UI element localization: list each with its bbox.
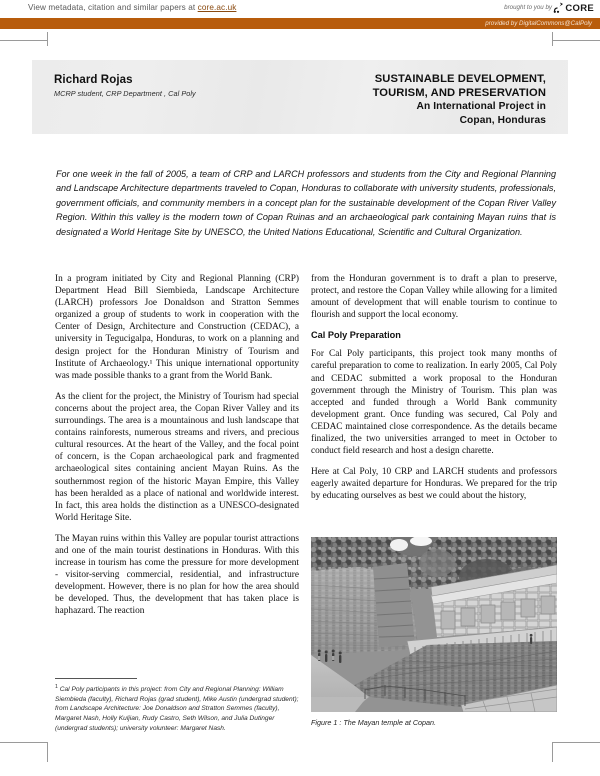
core-logo-icon bbox=[553, 2, 564, 14]
abstract-text: For one week in the fall of 2005, a team of CRP and LARCH professors and students from the City and Regional Planning and Landscape Architecture departments traveled to Copan, Honduras to collaborate with university students, professionals, government officials, and community members in a concept plan for the sustainable development of the Copan River Valley Region. Within this valley is the modern town of Copan Ruinas and an archaeological park containing Mayan ruins that is designated a World Heritage Site by UNESCO, the United Nations Educational, Scientific and Cultural Organization. bbox=[56, 169, 556, 237]
core-banner bbox=[0, 0, 600, 28]
core-brought-to-you-label: brought to you by bbox=[504, 4, 552, 11]
paragraph: As the client for the project, the Ministry of Tourism had special concerns about the project area, the Copan River Valley and its surroundings. The area is a mountainous and lush landscape that contains rainforests, numerous streams and rivers, and precious cultural resources. At the heart of the Valley, and the focal point of concern, is the Copan archaeological park and fragmented archaeological sites containing ancient Mayan Ruins. As the southernmost region of the historic Mayan Empire, this Valley has been heralded as a place of national and worldwide interest. In fact, this area holds the distinction as a UNESCO-designated World Heritage Site. bbox=[55, 391, 299, 523]
paragraph: The Mayan ruins within this Valley are popular tourist attractions and one of the main tourist destinations in Honduras. With this increase in tourism has come the pressure for more development - visitor-serving commercial, residential, and infrastructure development. However, there is no plan for how the area should be developed. Thus, the development that has taken place is haphazard. The reaction bbox=[55, 533, 299, 617]
paragraph: from the Honduran government is to draft a plan to preserve, protect, and restore the Copan Valley while allowing for a limited amount of development that will enable tourism to continue to flourish and support the local economy. bbox=[311, 274, 557, 321]
title-line-4: Copan, Honduras bbox=[459, 114, 546, 126]
figure-caption: Figure 1 : The Mayan temple at Copan. bbox=[311, 718, 437, 727]
footnote-separator bbox=[55, 678, 137, 679]
figure-1 bbox=[311, 537, 557, 727]
page-title bbox=[373, 72, 546, 127]
core-link-url[interactable]: core.ac.uk bbox=[197, 3, 237, 12]
footnote-marker: 1 bbox=[55, 684, 58, 690]
footnote-body: Cal Poly participants in this project: from City and Regional Planning: William Siembieda (faculty), Richard Rojas (grad student), Mike Austin (undergrad student); from Landscape Architecture: Joe Donaldson and Stratton Semmes (faculty), Margaret Nash, Holly Kuljian, Rudy Castro, Seth Wilson, and Julia Dutinger (undergrad students); university volunteer: Margaret Nash. bbox=[55, 686, 299, 732]
body-column-right bbox=[311, 273, 557, 512]
paragraph: Here at Cal Poly, 10 CRP and LARCH students and professors eagerly awaited departure for Honduras. We prepared for the trip by educating ourselves as best we could about the history, bbox=[311, 467, 557, 502]
title-header-box bbox=[32, 60, 568, 134]
core-link-prefix: View metadata, citation and similar papers at bbox=[28, 3, 198, 12]
core-provided-by-label: provided by DigitalCommons@CalPoly bbox=[485, 19, 592, 27]
title-line-2: TOURISM, AND PRESERVATION bbox=[372, 87, 546, 99]
core-logo-text: CORE bbox=[565, 3, 594, 14]
footnote bbox=[55, 678, 299, 733]
author-name: Richard Rojas bbox=[54, 74, 133, 86]
paragraph: In a program initiated by City and Regional Planning (CRP) Department Head Bill Siembieda, Landscape Architecture (LARCH) professors Joe Donaldson and Stratton Semmes organized a group of students to work in cooperation with the Center of Design, Architecture and Construction (CEDAC), a university in Tegucigalpa, Honduras, to work on a planning and design project for the Honduran Ministry of Tourism and Institute of Archaeology.¹ This unique international opportunity was made possible thanks to a grant from the World Bank. bbox=[55, 274, 299, 381]
body-column-left bbox=[55, 273, 299, 627]
section-heading-cal-poly-preparation: Cal Poly Preparation bbox=[311, 330, 401, 341]
paragraph: For Cal Poly participants, this project took many months of careful preparation to come to realization. In early 2005, Cal Poly and CEDAC submitted a work proposal to the Honduran government through the Ministry of Tourism. This plan was accepted and funded through a World Bank community development grant. Once funding was secured, Cal Poly and CEDAC maintained close correspondence. As the details became finalized, the two universities arranged to meet in October to conduct field research and host a design charette. bbox=[311, 349, 557, 457]
author-block bbox=[54, 74, 196, 98]
author-affiliation: MCRP student, CRP Department , Cal Poly bbox=[54, 89, 196, 98]
title-line-3: An International Project in bbox=[416, 101, 546, 112]
footnote-text bbox=[55, 683, 299, 733]
core-metadata-link[interactable] bbox=[28, 3, 236, 12]
mayan-temple-photo bbox=[311, 537, 557, 712]
title-line-1: SUSTAINABLE DEVELOPMENT, bbox=[374, 73, 546, 85]
document-page bbox=[0, 30, 600, 776]
mayan-temple-illustration bbox=[311, 537, 557, 712]
